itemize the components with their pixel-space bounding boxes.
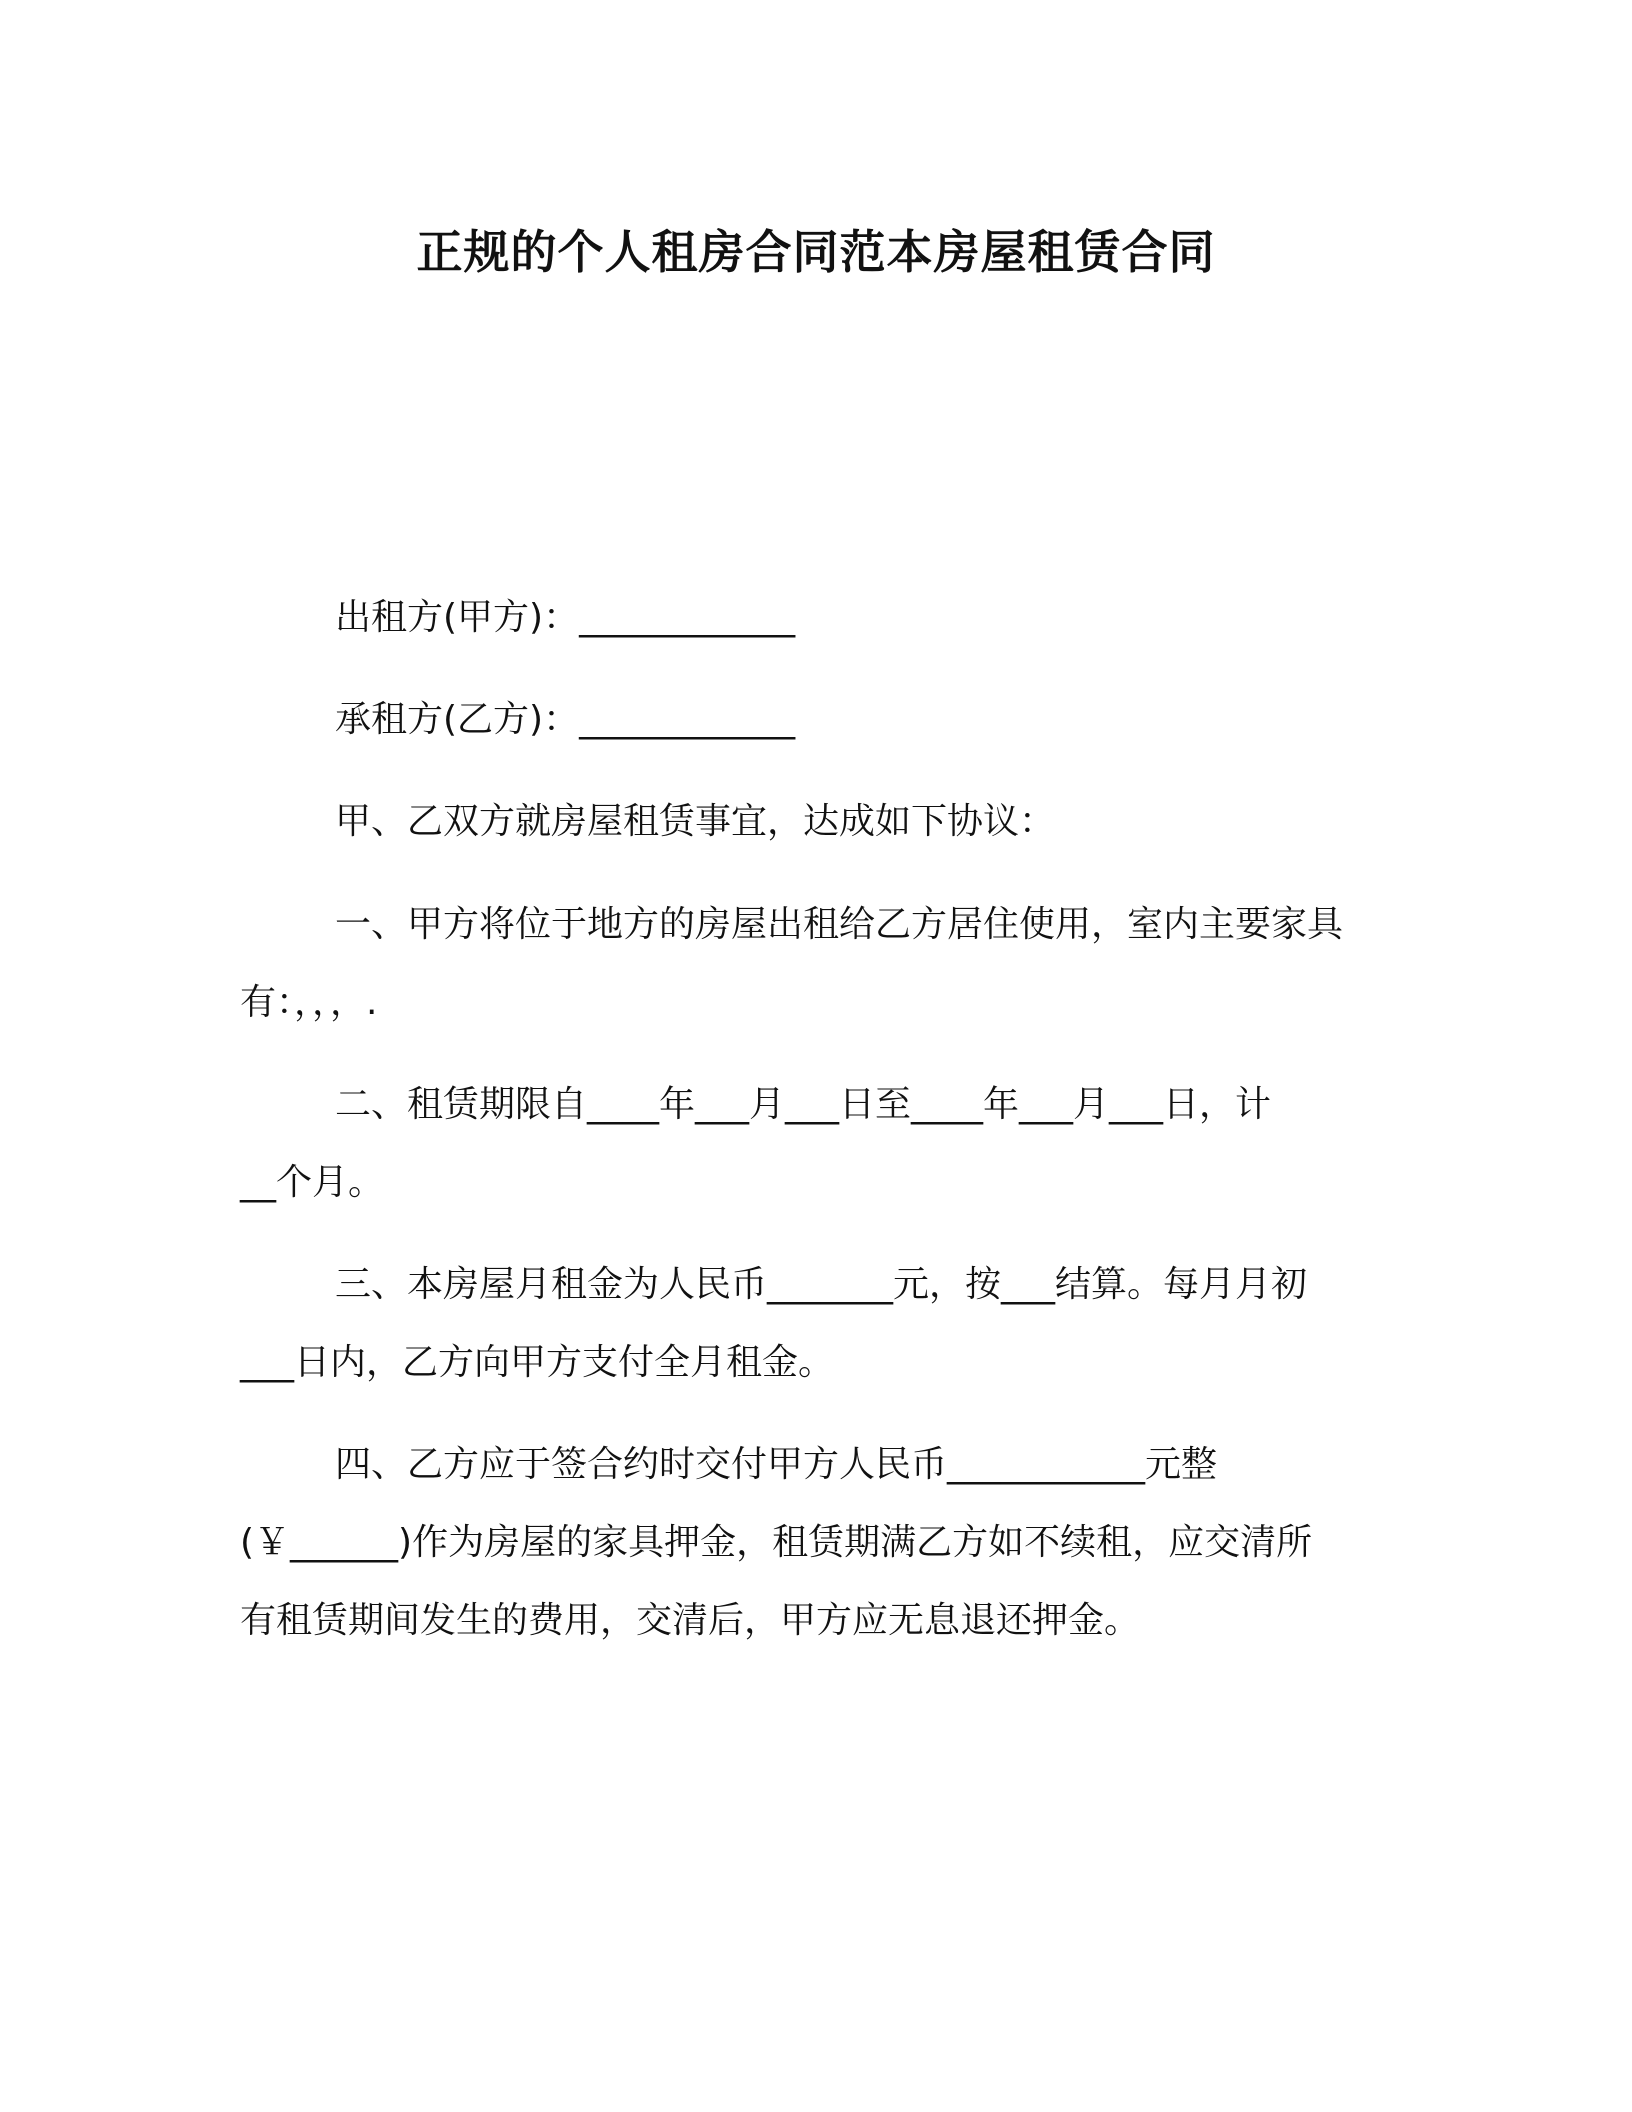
clause-2-line-1: 二、租赁期限自____年___月___日至____年___月___日，计: [335, 1084, 1272, 1125]
lessor-line: 出租方(甲方)：____________: [335, 597, 796, 638]
clause-1: [240, 886, 1400, 1042]
clause-4-line-2: (￥______)作为房屋的家具押金，租赁期满乙方如不续租，应交清所: [240, 1522, 1313, 1563]
clause-2-line-2: __个月。: [240, 1162, 385, 1203]
clause-1-line-1: 一、甲方将位于地方的房屋出租给乙方居住使用，室内主要家具: [335, 904, 1344, 945]
clause-3-line-2: ___日内，乙方向甲方支付全月租金。: [240, 1342, 835, 1383]
lessee-line: 承租方(乙方)：____________: [335, 699, 796, 740]
clause-4: [240, 1426, 1400, 1660]
document-title: 正规的个人租房合同范本房屋租赁合同: [416, 225, 1216, 279]
agreement-intro: 甲、乙双方就房屋租赁事宜，达成如下协议：: [335, 801, 1056, 842]
clause-3-line-1: 三、本房屋月租金为人民币_______元，按___结算。每月月初: [335, 1264, 1308, 1305]
clause-4-line-3: 有租赁期间发生的费用，交清后，甲方应无息退还押金。: [240, 1600, 1141, 1641]
clause-4-line-1: 四、乙方应于签合约时交付甲方人民币___________元整: [335, 1444, 1218, 1485]
clause-3: [240, 1246, 1400, 1402]
clause-2: [240, 1066, 1400, 1222]
clause-1-line-2: 有：，，，.: [240, 982, 378, 1023]
